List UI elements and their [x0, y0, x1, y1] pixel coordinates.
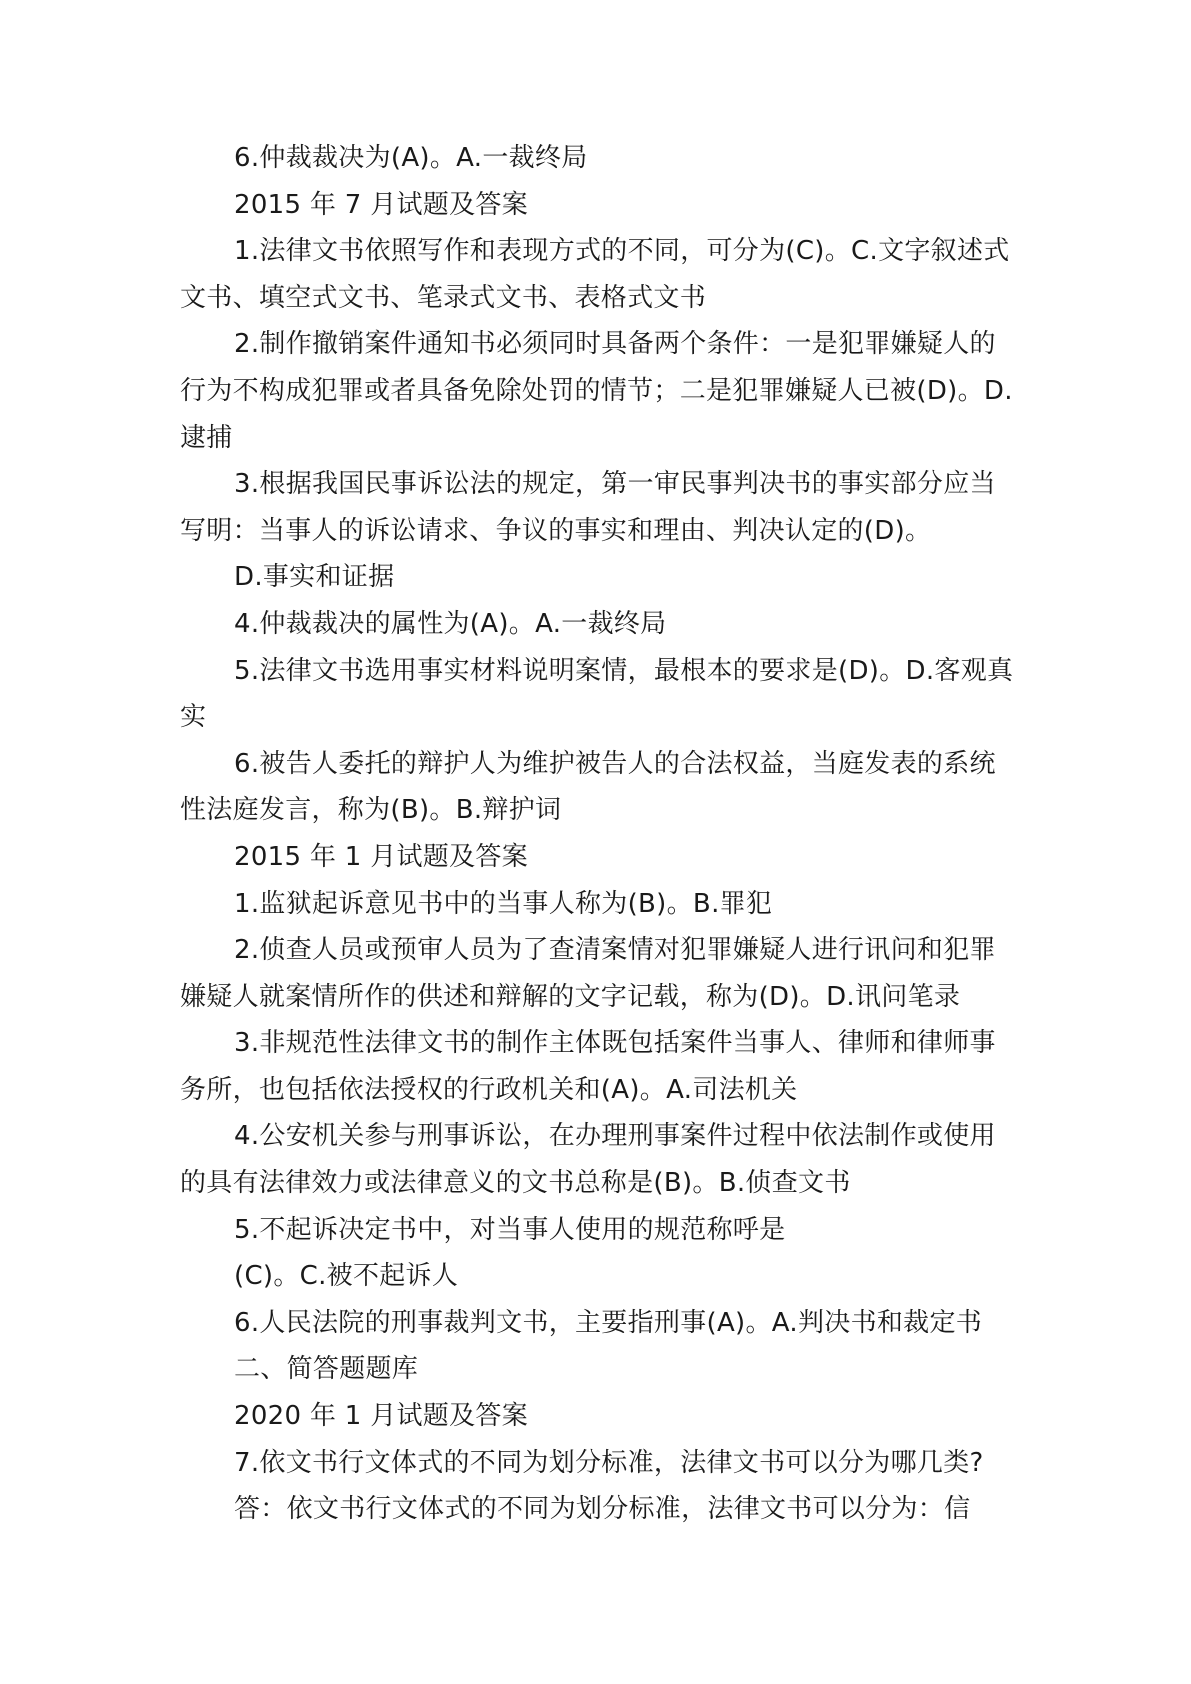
text-line: 2.制作撤销案件通知书必须同时具备两个条件：一是犯罪嫌疑人的行为不构成犯罪或者具备免除处罚的情节；二是犯罪嫌疑人已被(D)。D.逮捕 — [180, 329, 1013, 453]
text-line: 5.不起诉决定书中，对当事人使用的规范称呼是 — [234, 1214, 786, 1245]
text-line: 6.人民法院的刑事裁判文书，主要指刑事(A)。A.判决书和裁定书 — [234, 1307, 983, 1338]
text-line: 4.仲裁裁决的属性为(A)。A.一裁终局 — [234, 608, 667, 639]
section-heading: 2015 年 1 月试题及答案 — [234, 841, 529, 872]
text-line: 3.非规范性法律文书的制作主体既包括案件当事人、律师和律师事务所，也包括依法授权的行政机关和(A)。A.司法机关 — [180, 1028, 996, 1105]
document-body — [180, 135, 1020, 1533]
text-line: D.事实和证据 — [234, 562, 395, 593]
text-line: (C)。C.被不起诉人 — [234, 1261, 459, 1292]
text-line: 1.监狱起诉意见书中的当事人称为(B)。B.罪犯 — [234, 888, 773, 919]
text-line: 6.被告人委托的辩护人为维护被告人的合法权益，当庭发表的系统性法庭发言，称为(B)。B.辩护词 — [180, 748, 996, 826]
section-heading: 2015 年 7 月试题及答案 — [234, 189, 529, 220]
text-line: 答：依文书行文体式的不同为划分标准，法律文书可以分为：信 — [234, 1494, 971, 1525]
text-line: 7.依文书行文体式的不同为划分标准，法律文书可以分为哪几类? — [234, 1447, 984, 1478]
section-heading: 二、简答题题库 — [234, 1354, 419, 1385]
text-line: 6.仲裁裁决为(A)。A.一裁终局 — [234, 143, 588, 173]
text-line: 4.公安机关参与刑事诉讼，在办理刑事案件过程中依法制作或使用的具有法律效力或法律意义的文书总称是(B)。B.侦查文书 — [180, 1121, 996, 1199]
text-line: 5.法律文书选用事实材料说明案情，最根本的要求是(D)。D.客观真实 — [180, 655, 1014, 733]
text-line: 1.法律文书依照写作和表现方式的不同，可分为(C)。C.文字叙述式文书、填空式文书、笔录式文书、表格式文书 — [180, 236, 1010, 313]
text-line: 2.侦查人员或预审人员为了查清案情对犯罪嫌疑人进行讯问和犯罪嫌疑人就案情所作的供述和辩解的文字记载，称为(D)。D.讯问笔录 — [180, 935, 996, 1012]
text-line: 3.根据我国民事诉讼法的规定，第一审民事判决书的事实部分应当写明：当事人的诉讼请求、争议的事实和理由、判决认定的(D)。 — [180, 469, 996, 546]
section-heading: 2020 年 1 月试题及答案 — [234, 1401, 529, 1432]
